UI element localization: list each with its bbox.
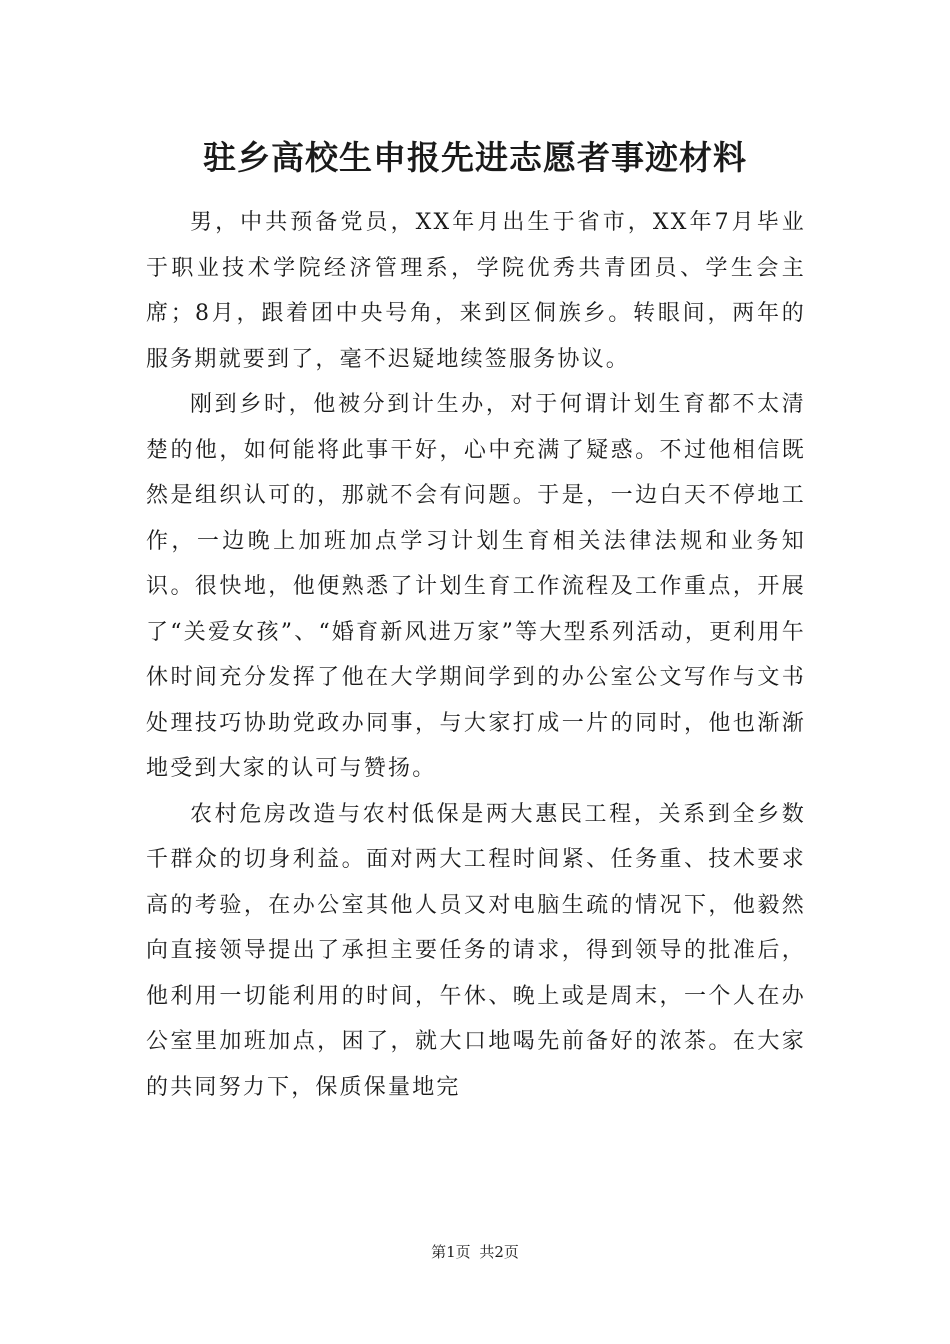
paragraph-2: 刚到乡时，他被分到计生办，对于何谓计划生育都不太清楚的他，如何能将此事干好，心中充满了疑惑。不过他相信既然是组织认可的，那就不会有问题。于是，一边白天不停地工作，一边晚上加班加点学习计划生育相关法律法规和业务知识。很快地，他便熟悉了计划生育工作流程及工作重点，开展了“关爱女孩”、“婚育新风进万家”等大型系列活动，更利用午休时间充分发挥了他在大学期间学到的办公室公文写作与文书处理技巧协助党政办同事，与大家打成一片的同时，他也渐渐地受到大家的认可与赞扬。: [146, 392, 806, 781]
paragraph-1: 男，中共预备党员，XX年月出生于省市，XX年7月毕业于职业技术学院经济管理系，学院优秀共青团员、学生会主席；8月，跟着团中央号角，来到区侗族乡。转眼间，两年的服务期就要到了，毫不迟疑地续签服务协议。: [146, 210, 806, 372]
page-footer: [0, 1240, 950, 1264]
page-number: 第1页: [431, 1243, 471, 1261]
document-body: [146, 200, 806, 1110]
page-total: 共2页: [479, 1243, 519, 1261]
document-title: 驻乡高校生申报先进志愿者事迹材料: [203, 138, 747, 177]
paragraph-3: 农村危房改造与农村低保是两大惠民工程，关系到全乡数千群众的切身利益。面对两大工程时间紧、任务重、技术要求高的考验，在办公室其他人员又对电脑生疏的情况下，他毅然向直接领导提出了承担主要任务的请求，得到领导的批准后，他利用一切能利用的时间，午休、晚上或是周末，一个人在办公室里加班加点，困了，就大口地喝先前备好的浓茶。在大家的共同努力下，保质保量地完: [146, 801, 806, 1100]
